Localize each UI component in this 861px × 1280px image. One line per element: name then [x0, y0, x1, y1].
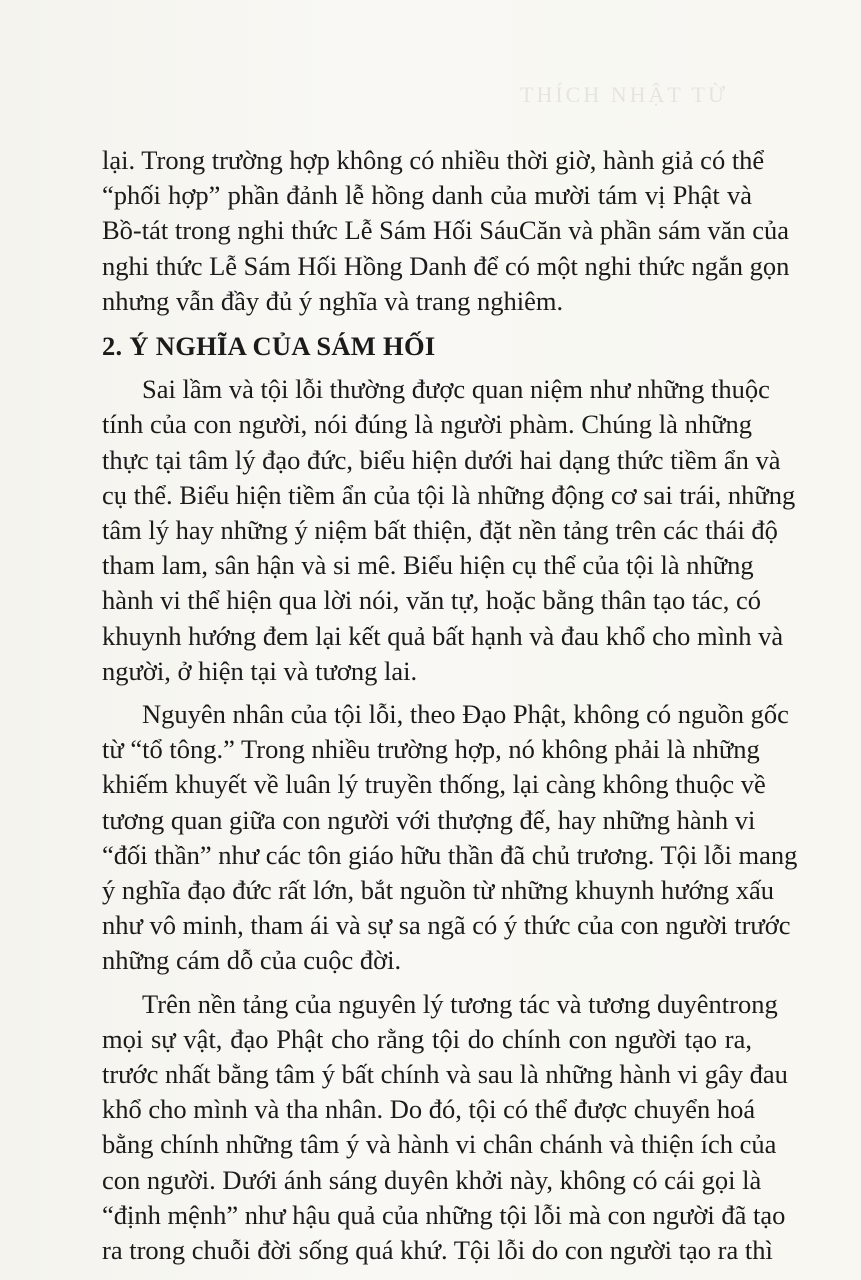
- text-line: khổ cho mình và tha nhân. Do đó, tội có thể được chuyển hoá: [102, 1094, 756, 1125]
- text-line: tâm lý hay những ý niệm bất thiện, đặt nền tảng trên các thái độ: [102, 515, 778, 546]
- text-line: nhưng vẫn đầy đủ ý nghĩa và trang nghiêm.: [102, 285, 564, 316]
- text-line: bằng chính những tâm ý và hành vi chân chánh và thiện ích của: [102, 1129, 777, 1160]
- text-line: khiếm khuyết về luân lý truyền thống, lại càng không thuộc về: [102, 769, 766, 800]
- paragraph-1: [102, 143, 790, 319]
- text-line: con người. Dưới ánh sáng duyên khởi này, không có cái gọi là: [102, 1164, 762, 1195]
- text-line: “đối thần” như các tôn giáo hữu thần đã chủ trương. Tội lỗi mang: [102, 839, 798, 870]
- text-line: cụ thể. Biểu hiện tiềm ẩn của tội là những động cơ sai trái, những: [102, 479, 796, 510]
- section-heading: 2. Ý NGHĨA CỦA SÁM HỐI: [102, 331, 436, 362]
- paragraph-4: [102, 987, 788, 1269]
- text-line: khuynh hướng đem lại kết quả bất hạnh và đau khổ cho mình và: [102, 620, 784, 651]
- text-line: người, ở hiện tại và tương lai.: [102, 655, 418, 686]
- text-line: hành vi thể hiện qua lời nói, văn tự, hoặc bằng thân tạo tác, có: [102, 585, 762, 616]
- text-line: ý nghĩa đạo đức rất lớn, bắt nguồn từ những khuynh hướng xấu: [102, 875, 775, 906]
- text-line: từ “tổ tông.” Trong nhiều trường hợp, nó không phải là những: [102, 734, 760, 765]
- text-line: tham lam, sân hận và si mê. Biểu hiện cụ thể của tội là những: [102, 550, 754, 581]
- text-line: thực tại tâm lý đạo đức, biểu hiện dưới hai dạng thức tiềm ẩn và: [102, 444, 781, 475]
- text-line: “phối hợp” phần đảnh lễ hồng danh của mười tám vị Phật và: [102, 180, 752, 211]
- text-line: Trên nền tảng của nguyên lý tương tác và tương duyêntrong: [142, 988, 778, 1019]
- text-line: mọi sự vật, đạo Phật cho rằng tội do chính con người tạo ra,: [102, 1023, 752, 1054]
- paragraph-2: [102, 372, 796, 689]
- text-line: lại. Trong trường hợp không có nhiều thời giờ, hành giả có thể: [102, 145, 765, 175]
- paragraph-3: [102, 697, 798, 979]
- text-line: ra trong chuỗi đời sống quá khứ. Tội lỗi do con người tạo ra thì: [102, 1235, 773, 1266]
- text-line: tương quan giữa con người với thượng đế, hay những hành vi: [102, 804, 756, 835]
- text-line: “định mệnh” như hậu quả của những tội lỗi mà con người đã tạo: [102, 1199, 786, 1230]
- page-body: [102, 143, 798, 1268]
- text-line: nghi thức Lễ Sám Hối Hồng Danh để có một nghi thức ngắn gọn: [102, 250, 790, 281]
- text-line: Sai lầm và tội lỗi thường được quan niệm như những thuộc: [142, 374, 770, 405]
- bleed-through-header: THÍCH NHẬT TỪ: [520, 82, 729, 107]
- text-line: Nguyên nhân của tội lỗi, theo Đạo Phật, không có nguồn gốc: [142, 699, 789, 730]
- text-line: trước nhất bằng tâm ý bất chính và sau là những hành vi gây đau: [102, 1059, 788, 1090]
- text-line: những cám dỗ của cuộc đời.: [102, 945, 402, 976]
- text-line: tính của con người, nói đúng là người phàm. Chúng là những: [102, 409, 752, 440]
- text-line: như vô minh, tham ái và sự sa ngã có ý thức của con người trước: [102, 910, 791, 941]
- text-line: Bồ-tát trong nghi thức Lễ Sám Hối SáuCăn và phần sám văn của: [102, 215, 790, 246]
